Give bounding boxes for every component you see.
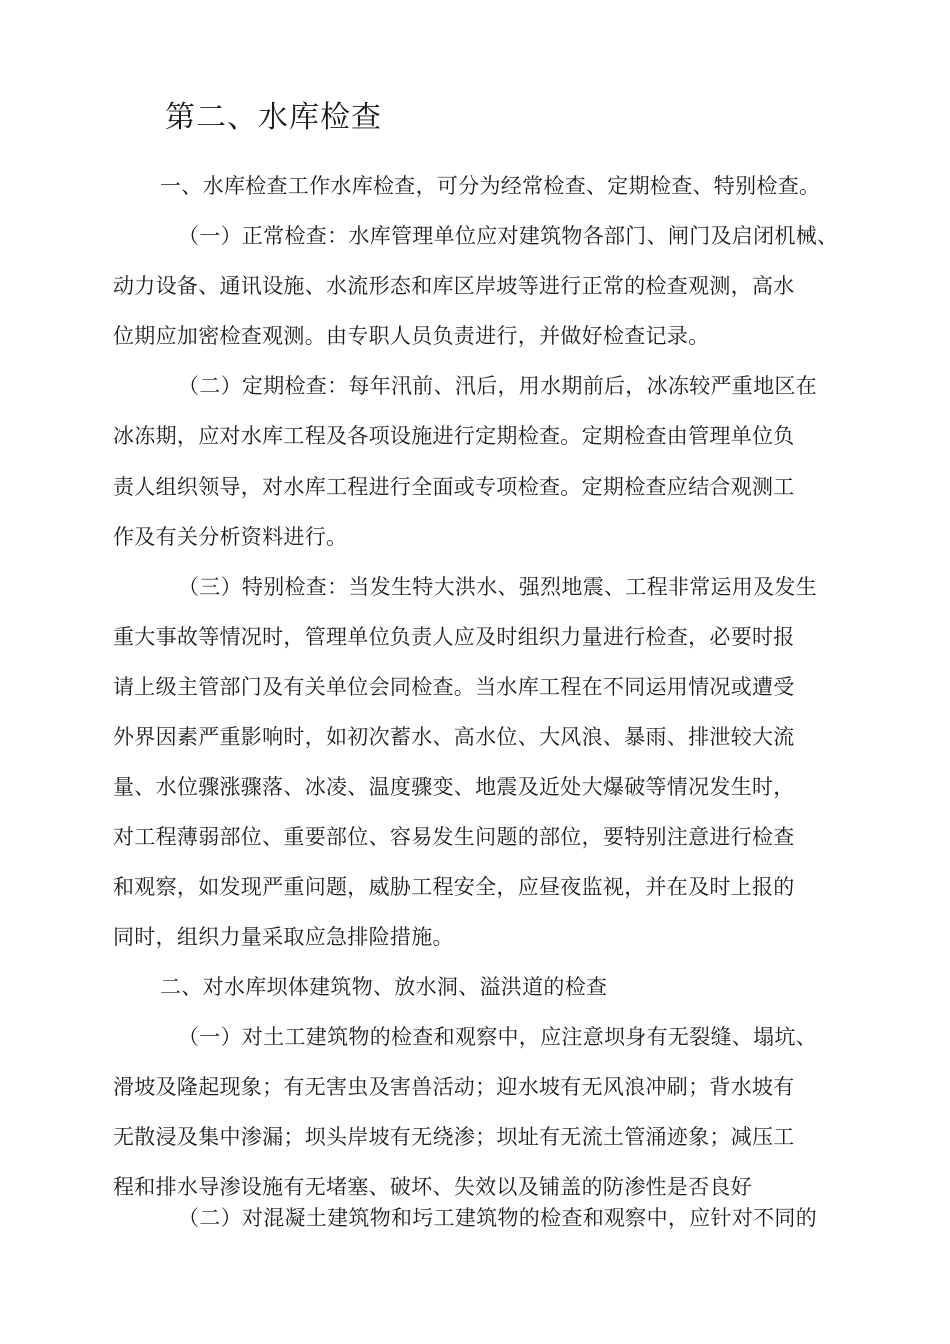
paragraph-line: 重大事故等情况时，管理单位负责人应及时组织力量进行检查，必要时报 bbox=[113, 625, 795, 649]
paragraph-line: 动力设备、通讯设施、水流形态和库区岸坡等进行正常的检查观测，高水 bbox=[113, 274, 795, 298]
paragraph-line: 外界因素严重影响时，如初次蓄水、高水位、大风浪、暴雨、排泄较大流 bbox=[113, 725, 795, 749]
paragraph-line: 位期应加密检查观测。由专职人员负责进行，并做好检查记录。 bbox=[113, 324, 710, 348]
paragraph-line: 冰冻期，应对水库工程及各项设施进行定期检查。定期检查由管理单位负 bbox=[113, 424, 795, 448]
page-title: 第二、水库检查 bbox=[165, 100, 382, 135]
paragraph-line: 和观察，如发现严重问题，威胁工程安全，应昼夜监视，并在及时上报的 bbox=[113, 875, 795, 899]
section-heading: 二、对水库坝体建筑物、放水洞、溢洪道的检查 bbox=[160, 975, 608, 999]
paragraph-line: 量、水位骤涨骤落、冰凌、温度骤变、地震及近处大爆破等情况发生时， bbox=[113, 775, 795, 799]
paragraph-line: 无散浸及集中渗漏；坝头岸坡有无绕渗；坝址有无流土管涌迹象；减压工 bbox=[113, 1125, 795, 1149]
section-heading: 一、水库检查工作水库检查，可分为经常检查、定期检查、特别检查。 bbox=[160, 174, 821, 198]
paragraph-line: （三）特别检查：当发生特大洪水、强烈地震、工程非常运用及发生 bbox=[178, 575, 817, 599]
paragraph-line: 同时，组织力量采取应急排险措施。 bbox=[113, 925, 454, 949]
paragraph-line: （一）正常检查：水库管理单位应对建筑物各部门、闸门及启闭机械、 bbox=[178, 224, 839, 248]
paragraph-line: 对工程薄弱部位、重要部位、容易发生问题的部位，要特别注意进行检查 bbox=[113, 825, 795, 849]
paragraph-line: 作及有关分析资料进行。 bbox=[113, 525, 348, 549]
paragraph-line: （二）对混凝土建筑物和圬工建筑物的检查和观察中，应针对不同的 bbox=[178, 1206, 817, 1230]
paragraph-line: （二）定期检查：每年汛前、汛后，用水期前后，冰冻较严重地区在 bbox=[178, 374, 817, 398]
paragraph-line: 滑坡及隆起现象；有无害虫及害兽活动；迎水坡有无风浪冲刷；背水坡有 bbox=[113, 1075, 795, 1099]
paragraph-line: 请上级主管部门及有关单位会同检查。当水库工程在不同运用情况或遭受 bbox=[113, 675, 795, 699]
paragraph-line: 责人组织领导，对水库工程进行全面或专项检查。定期检查应结合观测工 bbox=[113, 475, 795, 499]
paragraph-line: 程和排水导渗设施有无堵塞、破坏、失效以及铺盖的防渗性是否良好 bbox=[113, 1175, 752, 1199]
paragraph-line: （一）对土工建筑物的检查和观察中，应注意坝身有无裂缝、塌坑、 bbox=[178, 1025, 817, 1049]
